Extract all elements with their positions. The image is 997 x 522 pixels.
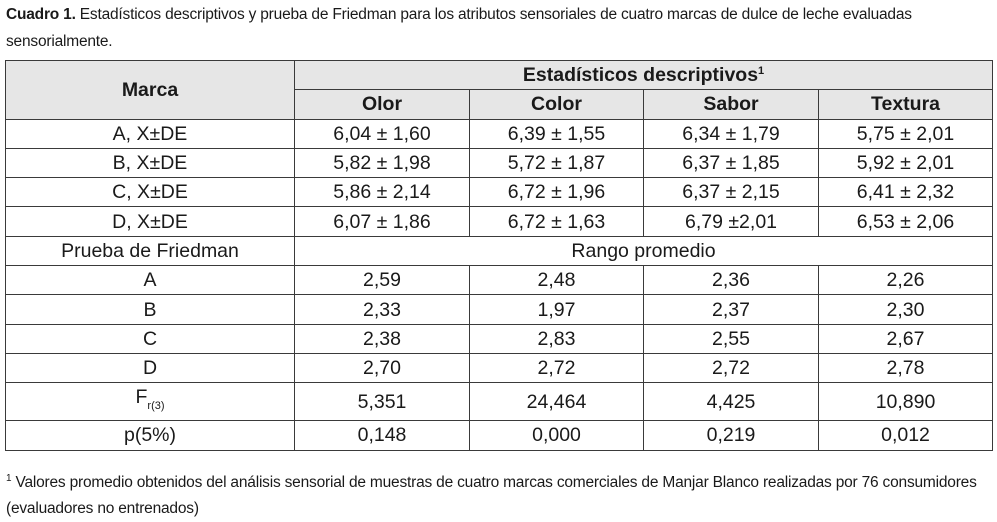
table-cell: 2,72 <box>644 353 819 382</box>
table-row <box>6 266 993 295</box>
table-row <box>6 207 993 236</box>
rank-label: Rango promedio <box>295 236 993 265</box>
row-label: A <box>6 266 295 295</box>
row-label: p(5%) <box>6 421 295 450</box>
fr-row <box>6 383 993 421</box>
table-row <box>6 148 993 177</box>
footnote-text: Valores promedio obtenidos del análisis sensorial de muestras de cuatro marcas comerciales de Manjar Blanco realizadas por 76 consumidores (evaluadores no entrenados) <box>6 474 977 517</box>
fr-label-sub: r(3) <box>147 400 165 413</box>
table-cell: 0,219 <box>644 421 819 450</box>
table-row <box>6 178 993 207</box>
table-cell: 2,48 <box>470 266 644 295</box>
fr-label <box>6 383 295 421</box>
row-label: A, X±DE <box>6 119 295 148</box>
row-label: D, X±DE <box>6 207 295 236</box>
row-label: C, X±DE <box>6 178 295 207</box>
group-header-text: Estadísticos descriptivos <box>522 64 759 87</box>
friedman-label: Prueba de Friedman <box>6 236 295 265</box>
table-cell: 24,464 <box>470 383 644 421</box>
table-cell: 6,34 ± 1,79 <box>644 119 819 148</box>
table-cell: 2,38 <box>295 324 470 353</box>
table-cell: 5,86 ± 2,14 <box>295 178 470 207</box>
table-cell: 1,97 <box>470 295 644 324</box>
row-label: C <box>6 324 295 353</box>
table-row <box>6 353 993 382</box>
table-cell: 2,59 <box>295 266 470 295</box>
column-header: Color <box>470 90 644 119</box>
table-cell: 4,425 <box>644 383 819 421</box>
marca-header: Marca <box>6 61 295 120</box>
table-cell: 6,53 ± 2,06 <box>819 207 993 236</box>
table-cell: 2,70 <box>295 353 470 382</box>
friedman-header-row <box>6 236 993 265</box>
table-row <box>6 295 993 324</box>
table-cell: 6,39 ± 1,55 <box>470 119 644 148</box>
table-cell: 6,37 ± 1,85 <box>644 148 819 177</box>
group-header <box>295 61 993 90</box>
row-label: B, X±DE <box>6 148 295 177</box>
column-header: Sabor <box>644 90 819 119</box>
table-row <box>6 324 993 353</box>
table-cell: 0,012 <box>819 421 993 450</box>
fr-label-main: F <box>135 386 148 409</box>
table-cell: 2,55 <box>644 324 819 353</box>
table-cell: 5,82 ± 1,98 <box>295 148 470 177</box>
group-header-sup: 1 <box>758 65 765 78</box>
table-cell: 6,37 ± 2,15 <box>644 178 819 207</box>
table-cell: 5,92 ± 2,01 <box>819 148 993 177</box>
table-caption <box>6 1 991 55</box>
row-label: D <box>6 353 295 382</box>
caption-label: Cuadro 1. <box>6 6 76 23</box>
table-cell: 6,04 ± 1,60 <box>295 119 470 148</box>
table-cell: 5,75 ± 2,01 <box>819 119 993 148</box>
column-header: Textura <box>819 90 993 119</box>
p-row <box>6 421 993 450</box>
table-cell: 2,26 <box>819 266 993 295</box>
table-cell: 2,30 <box>819 295 993 324</box>
results-table <box>5 60 993 451</box>
table-cell: 10,890 <box>819 383 993 421</box>
caption-text: Estadísticos descriptivos y prueba de Friedman para los atributos sensoriales de cuatro marcas de dulce de leche evaluadas sensorialmente. <box>6 6 912 50</box>
row-label: B <box>6 295 295 324</box>
table-cell: 0,148 <box>295 421 470 450</box>
table-cell: 2,37 <box>644 295 819 324</box>
table-row <box>6 119 993 148</box>
table-cell: 6,72 ± 1,96 <box>470 178 644 207</box>
table-cell: 2,33 <box>295 295 470 324</box>
table-cell: 6,07 ± 1,86 <box>295 207 470 236</box>
table-footnote <box>6 470 991 522</box>
table-cell: 2,67 <box>819 324 993 353</box>
table-cell: 0,000 <box>470 421 644 450</box>
table-cell: 5,72 ± 1,87 <box>470 148 644 177</box>
table-cell: 5,351 <box>295 383 470 421</box>
table-cell: 6,41 ± 2,32 <box>819 178 993 207</box>
column-header: Olor <box>295 90 470 119</box>
table-cell: 6,79 ±2,01 <box>644 207 819 236</box>
table-cell: 2,83 <box>470 324 644 353</box>
table-cell: 2,36 <box>644 266 819 295</box>
table-cell: 2,78 <box>819 353 993 382</box>
header-row-1 <box>6 61 993 90</box>
footnote-marker: 1 <box>6 473 12 484</box>
table-cell: 2,72 <box>470 353 644 382</box>
table-cell: 6,72 ± 1,63 <box>470 207 644 236</box>
